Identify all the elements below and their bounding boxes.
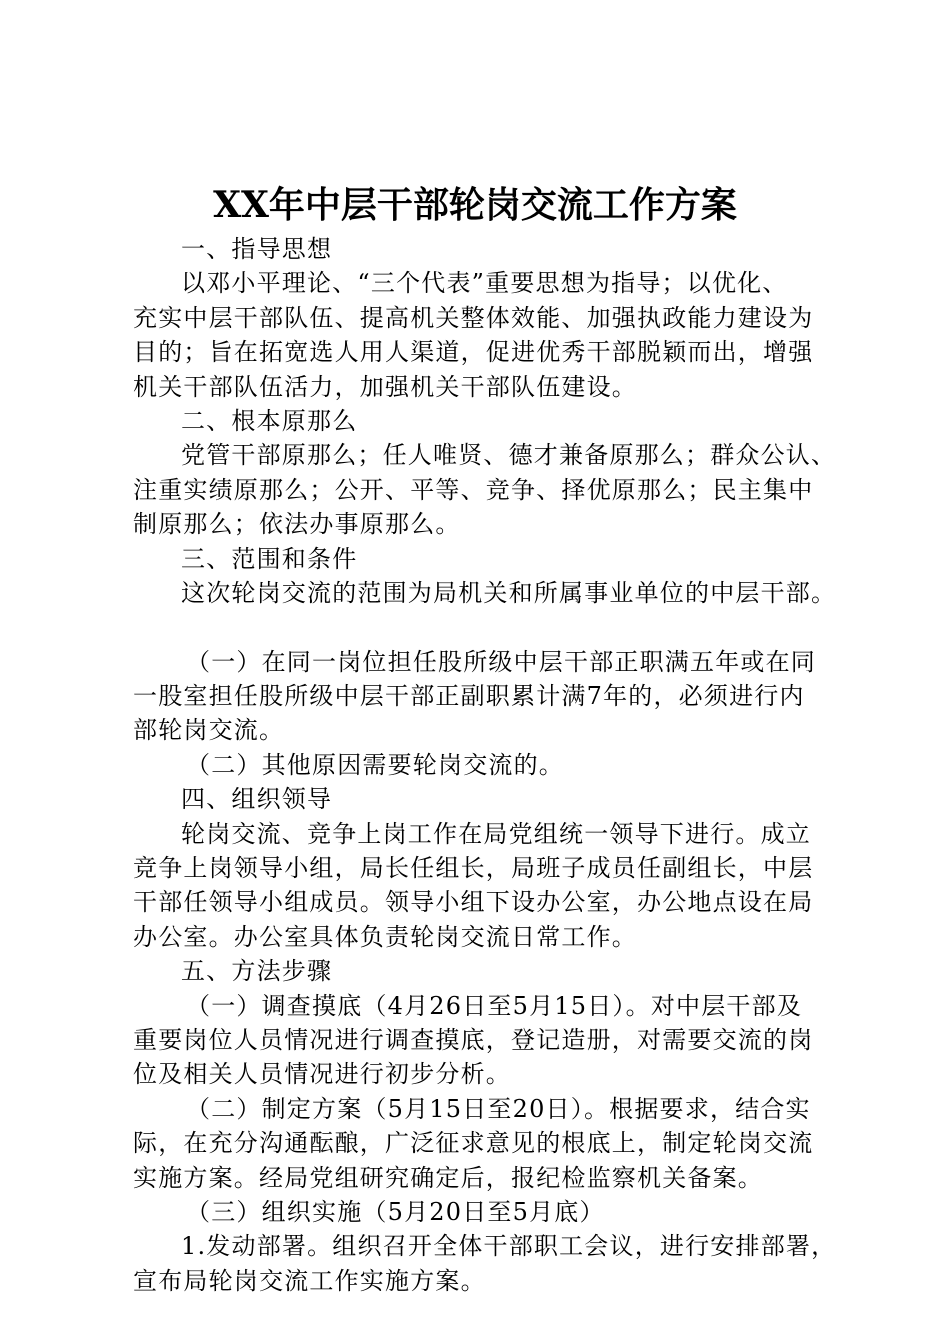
paragraph-line: 一股室担任股所级中层干部正副职累计满7年的，必须进行内 bbox=[133, 682, 805, 711]
document-title: XX年中层干部轮岗交流工作方案 bbox=[213, 184, 737, 226]
paragraph-line: 竞争上岗领导小组，局长任组长，局班子成员任副组长，中层 bbox=[133, 854, 814, 883]
section-heading: 三、范围和条件 bbox=[181, 544, 358, 573]
paragraph-line: 部轮岗交流。 bbox=[133, 716, 285, 745]
document-body bbox=[133, 232, 837, 1298]
paragraph-line: 办公室。办公室具体负责轮岗交流日常工作。 bbox=[133, 922, 637, 951]
paragraph-line: （三）组织实施（5月20日至5月底） bbox=[186, 1197, 605, 1226]
paragraph-line: 党管干部原那么；任人唯贤、德才兼备原那么；群众公认、 bbox=[181, 441, 837, 470]
paragraph-line: 轮岗交流、竞争上岗工作在局党组统一领导下进行。成立 bbox=[181, 819, 811, 848]
section-heading: 一、指导思想 bbox=[181, 235, 333, 263]
paragraph-line: 宣布局轮岗交流工作实施方案。 bbox=[133, 1266, 486, 1295]
paragraph-line: 1.发动部署。组织召开全体干部职工会议，进行安排部署， bbox=[181, 1232, 837, 1261]
paragraph-gap bbox=[133, 610, 823, 644]
paragraph-line: 际，在充分沟通酝酿，广泛征求意见的根底上，制定轮岗交流 bbox=[133, 1129, 814, 1158]
section-heading: 五、方法步骤 bbox=[181, 957, 333, 986]
paragraph-line: 重要岗位人员情况进行调查摸底，登记造册，对需要交流的岗 bbox=[133, 1025, 814, 1054]
paragraph-line: （二）其他原因需要轮岗交流的。 bbox=[186, 750, 564, 779]
section-heading: 四、组织领导 bbox=[181, 785, 333, 814]
paragraph-line: （一）在同一岗位担任股所级中层干部正职满五年或在同 bbox=[186, 647, 816, 676]
paragraph-line: 位及相关人员情况进行初步分析。 bbox=[133, 1060, 511, 1089]
paragraph-line: 注重实绩原那么；公开、平等、竞争、择优原那么；民主集中 bbox=[133, 475, 814, 504]
paragraph-line: 机关干部队伍活力，加强机关干部队伍建设。 bbox=[133, 372, 637, 401]
paragraph-line: 以邓小平理论、“三个代表”重要思想为指导；以优化、 bbox=[181, 269, 788, 298]
paragraph-line: 制原那么；依法办事原那么。 bbox=[133, 510, 461, 539]
paragraph-line: （一）调查摸底（4月26日至5月15日）。对中层干部及 bbox=[186, 991, 803, 1020]
paragraph-line: （二）制定方案（5月15日至20日）。根据要求，结合实 bbox=[186, 1094, 811, 1123]
paragraph-line: 实施方案。经局党组研究确定后，报纪检监察机关备案。 bbox=[133, 1163, 763, 1192]
section-heading: 二、根本原那么 bbox=[181, 406, 358, 435]
paragraph-line: 目的；旨在拓宽选人用人渠道，促进优秀干部脱颖而出，增强 bbox=[133, 338, 814, 367]
paragraph-line: 充实中层干部队伍、提高机关整体效能、加强执政能力建设为 bbox=[133, 303, 814, 332]
paragraph-line: 干部任领导小组成员。领导小组下设办公室，办公地点设在局 bbox=[133, 888, 814, 917]
paragraph-line: 这次轮岗交流的范围为局机关和所属事业单位的中层干部。 bbox=[181, 578, 837, 607]
